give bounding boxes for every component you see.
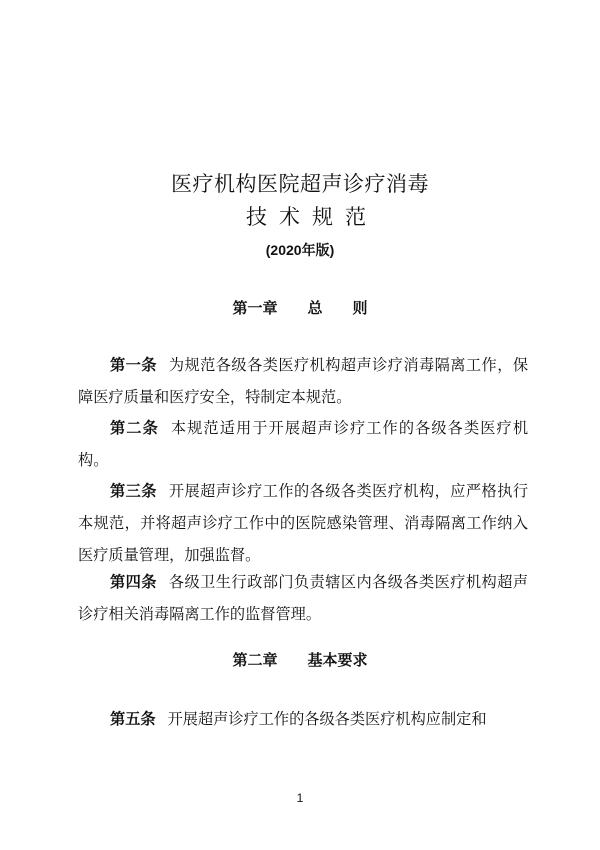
chapter-heading: 第二章 基本要求: [232, 651, 368, 669]
chapter-heading: 第一章 总 则: [232, 299, 368, 317]
article-label: 第一条: [110, 356, 157, 374]
article-label: 第三条: [110, 482, 157, 500]
article-label: 第四条: [110, 573, 157, 591]
document-edition: (2020年版): [265, 242, 335, 258]
article-label: 第五条: [110, 710, 156, 728]
article-text: 本规范适用于开展超声诊疗工作的各级各类医疗机构。: [78, 419, 529, 469]
document-title-line1: 医疗机构医院超声诊疗消毒: [171, 172, 429, 196]
article-paragraph: [78, 703, 528, 735]
article-text: 开展超声诊疗工作的各级各类医疗机构应制定和: [167, 710, 487, 728]
article-paragraph: [78, 566, 528, 630]
article-paragraph: [78, 349, 528, 413]
article-text: 各级卫生行政部门负责辖区内各级各类医疗机构超声诊疗相关消毒隔离工作的监督管理。: [78, 573, 529, 623]
article-text: 开展超声诊疗工作的各级各类医疗机构，应严格执行本规范，并将超声诊疗工作中的医院感染管理、消毒隔离工作纳入医疗质量管理，加强监督。: [78, 482, 529, 564]
page-number: 1: [296, 791, 304, 805]
article-text: 为规范各级各类医疗机构超声诊疗消毒隔离工作，保障医疗质量和医疗安全，特制定本规范。: [78, 356, 529, 406]
article-paragraph: [78, 412, 528, 476]
document-title-line2: 技术规范: [246, 205, 378, 229]
article-label: 第二条: [110, 419, 159, 437]
article-paragraph: [78, 475, 528, 571]
